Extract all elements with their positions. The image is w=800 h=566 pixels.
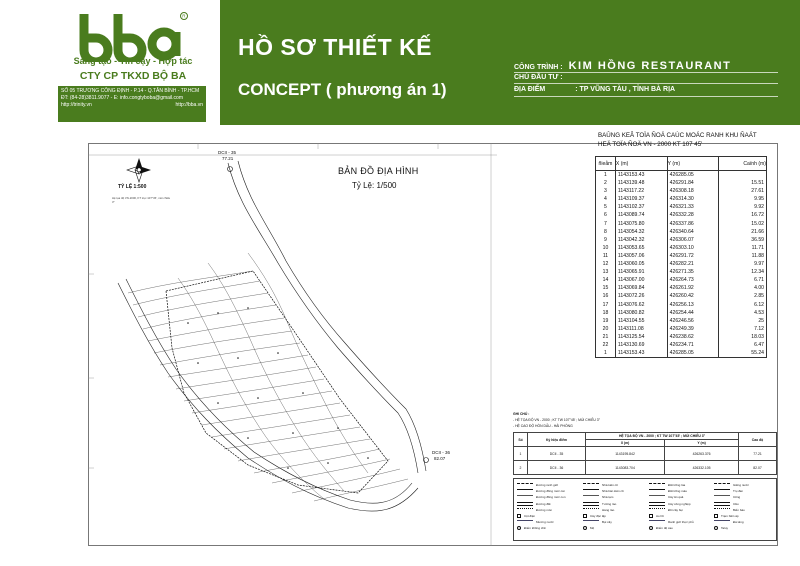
coord-table-row [596, 203, 767, 211]
page-subtitle: CONCEPT ( phương án 1) [238, 80, 447, 99]
legend-label: Cống [733, 495, 741, 500]
coord-table-row [596, 341, 767, 349]
cell-length: 21.66 [719, 228, 767, 236]
legend-symbol-icon [714, 508, 730, 512]
cell-length: 4.00 [719, 284, 767, 292]
cell-point: 10 [596, 244, 616, 252]
cell-length: 6.12 [719, 301, 767, 309]
legend-label: Điểm độ cao [656, 526, 673, 531]
cell-point: 6 [596, 211, 616, 219]
legend-column-4 [714, 482, 778, 532]
ctrl-col-name: Ký hiệu điểm [528, 433, 586, 447]
cell-length: 9.97 [719, 260, 767, 268]
cell-y: 426291.72 [667, 252, 719, 260]
legend-label: Hàng rào [602, 507, 615, 512]
header-banner [220, 0, 800, 125]
ctrl-cell-y: 426263.376 [665, 447, 739, 461]
cell-y: 426340.64 [667, 228, 719, 236]
control-point-bottom-elev: 82.07 [434, 456, 446, 461]
cell-y: 426332.28 [667, 211, 719, 219]
legend-symbol-icon [517, 502, 533, 506]
ctrl-cell-no: 2 [514, 461, 528, 475]
legend-label: Cầu [733, 501, 739, 506]
cell-x: 1143111.08 [615, 325, 667, 333]
cell-point: 1 [596, 349, 616, 358]
legend-column-3 [649, 482, 713, 532]
legend-symbol-icon [517, 508, 533, 512]
cell-point: 14 [596, 276, 616, 284]
cell-point: 4 [596, 195, 616, 203]
legend-symbol-icon [649, 508, 665, 512]
cell-length: 36.59 [719, 236, 767, 244]
legend-symbol-icon [649, 495, 665, 499]
coord-table-row [596, 179, 767, 187]
legend-label: Giếng nước [733, 483, 749, 488]
map-scale: Tỷ Lệ: 1/500 [352, 181, 397, 190]
cell-y: 426285.05 [667, 171, 719, 180]
legend-label: Đường đất [536, 501, 551, 506]
cell-point: 21 [596, 333, 616, 341]
cell-y: 426260.42 [667, 292, 719, 300]
notes-block [513, 411, 600, 429]
control-point-top-elev: 77.21 [222, 156, 234, 161]
cell-x: 1143065.91 [615, 268, 667, 276]
legend-symbol-icon [517, 483, 533, 487]
logo-block [0, 0, 220, 125]
coord-table-row [596, 252, 767, 260]
cell-y: 426264.73 [667, 276, 719, 284]
cell-x: 1143109.37 [615, 195, 667, 203]
cell-point: 8 [596, 228, 616, 236]
legend-label: Đất trồng lúa [668, 483, 686, 488]
cell-x: 1143117.22 [615, 187, 667, 195]
scale-note: Hệ tọa độ VN-2000, KT trục 107°45', múi chiếu 3° [112, 196, 171, 204]
legend-symbol-icon [583, 495, 599, 499]
cell-length: 2.85 [719, 292, 767, 300]
legend-label: Đường ranh giới [536, 483, 559, 488]
cell-point: 12 [596, 260, 616, 268]
cell-y: 426306.07 [667, 236, 719, 244]
legend-item [517, 525, 581, 531]
legend-symbol-icon [583, 526, 587, 530]
legend-label: Đường đồng mức cái [536, 489, 565, 494]
small-scale-label: TỶ LỆ 1:500 [118, 184, 147, 190]
cell-length: 11.88 [719, 252, 767, 260]
cell-point: 19 [596, 317, 616, 325]
cell-point: 17 [596, 301, 616, 309]
cell-point: 3 [596, 187, 616, 195]
legend-symbol-icon [714, 520, 730, 524]
legend-symbol-icon [649, 489, 665, 493]
project-line [514, 60, 731, 72]
company-address: SỐ 05 TRƯƠNG CÔNG ĐỊNH - P.14 - Q.TÂN BÌNH - TP.HCM [61, 88, 200, 94]
legend-label: Cây độc lập [590, 514, 606, 519]
coord-table-subtitle: HEÄ TOÏA ÑOÄ VN - 2000 KT 107 45' [598, 141, 703, 148]
svg-text:R: R [182, 13, 186, 19]
cell-y: 426234.71 [667, 341, 719, 349]
cell-y: 426271.35 [667, 268, 719, 276]
cell-length: 9.95 [719, 195, 767, 203]
cell-y: 426285.05 [667, 349, 719, 358]
ctrl-cell-name: DCII - 35 [528, 447, 586, 461]
location-line [514, 86, 675, 93]
cell-x: 1143057.06 [615, 252, 667, 260]
cell-x: 1143054.32 [615, 228, 667, 236]
info-divider-1 [514, 72, 778, 73]
cell-y: 426261.92 [667, 284, 719, 292]
project-value: KIM HỒNG RESTAURANT [568, 60, 732, 72]
coord-table-row [596, 333, 767, 341]
coord-table-row [596, 309, 767, 317]
legend-label: Taluy [721, 526, 729, 531]
cell-length: 15.02 [719, 220, 767, 228]
coord-table-row [596, 325, 767, 333]
company-websites [61, 102, 203, 109]
legend-symbol-icon [583, 489, 599, 493]
cell-length: 55.24 [719, 349, 767, 358]
ctrl-cell-x: 1143083.704 [586, 461, 665, 475]
info-divider-2 [514, 83, 778, 84]
legend-symbol-icon [714, 489, 730, 493]
ctrl-cell-no: 1 [514, 447, 528, 461]
col-point: ñieåm [596, 157, 616, 171]
legend-label: Trạm biến áp [721, 514, 739, 519]
legend-symbol-icon [714, 526, 718, 530]
legend-symbol-icon [583, 514, 587, 518]
cell-length: 7.12 [719, 325, 767, 333]
cell-y: 426308.18 [667, 187, 719, 195]
legend-label: Ranh giới thực phủ [668, 520, 694, 525]
coord-table-row [596, 236, 767, 244]
legend-item [714, 525, 778, 531]
cell-y: 426303.10 [667, 244, 719, 252]
coord-table-row [596, 284, 767, 292]
cell-length: 4.53 [719, 309, 767, 317]
cell-length: 18.03 [719, 333, 767, 341]
cell-x: 1143042.32 [615, 236, 667, 244]
control-point-table [513, 432, 777, 475]
cell-x: 1143076.62 [615, 301, 667, 309]
legend-column-2 [583, 482, 647, 532]
legend-symbol-icon [583, 520, 599, 524]
cell-x: 1143080.82 [615, 309, 667, 317]
cell-y: 426321.33 [667, 203, 719, 211]
legend-symbol-icon [714, 483, 730, 487]
cell-y: 426282.21 [667, 260, 719, 268]
logo-tagline: Sáng tạo - Tin cậy - Hợp tác [73, 56, 193, 66]
legend-label: Tường rào [602, 501, 617, 506]
cell-point: 2 [596, 179, 616, 187]
page-title: HỒ SƠ THIẾT KẾ [238, 34, 433, 60]
cell-point: 5 [596, 203, 616, 211]
cell-point: 22 [596, 341, 616, 349]
coord-table-row [596, 276, 767, 284]
cell-point: 15 [596, 284, 616, 292]
legend-symbol-icon [649, 502, 665, 506]
legend-label: Đường mòn [536, 507, 553, 512]
location-label: ĐỊA ĐIỂM [514, 86, 546, 93]
website-link-2[interactable]: http://bba.vn [175, 102, 203, 108]
coord-table-row [596, 171, 767, 180]
legend-label: Ao hồ [656, 514, 664, 519]
cell-length: 6.47 [719, 341, 767, 349]
cell-point: 7 [596, 220, 616, 228]
coord-table-row [596, 301, 767, 309]
coordinate-table [595, 156, 767, 358]
legend-column-1 [517, 482, 581, 532]
legend-label: Đường đồng mức con [536, 495, 566, 500]
coord-table-row [596, 317, 767, 325]
legend-symbol-icon [714, 514, 718, 518]
project-label: CÔNG TRÌNH : [514, 64, 563, 71]
ctrl-col-h: Cao độ [739, 433, 777, 447]
legend-label: Đá tảng [733, 520, 744, 525]
ctrl-cell-name: DCII - 36 [528, 461, 586, 475]
legend-symbol-icon [517, 495, 533, 499]
control-point-bottom-name: DCII - 36 [432, 450, 451, 455]
cell-point: 20 [596, 325, 616, 333]
legend-label: Cây ăn quả [668, 495, 684, 500]
legend-symbol-icon [517, 526, 521, 530]
legend-item [649, 525, 713, 531]
coord-table-row [596, 268, 767, 276]
contact-box [58, 86, 206, 122]
legend-label: Mộ [590, 526, 595, 531]
legend-label: Mương nước [536, 520, 554, 525]
coord-table-row [596, 292, 767, 300]
coord-table-row [596, 187, 767, 195]
legend-label: Bụi cây [602, 520, 612, 525]
legend-symbol-icon [517, 520, 533, 524]
cell-length: 6.71 [719, 276, 767, 284]
cell-x: 1143053.65 [615, 244, 667, 252]
map-legend [513, 478, 777, 541]
legend-symbol-icon [583, 483, 599, 487]
owner-label: CHỦ ĐẦU TƯ : [514, 74, 563, 81]
legend-symbol-icon [649, 526, 653, 530]
map-title: BẢN ĐỒ ĐỊA HÌNH [338, 166, 419, 176]
cell-length [719, 171, 767, 180]
ctrl-cell-y: 426332.105 [665, 461, 739, 475]
legend-label: Cột điện [524, 514, 536, 519]
legend-symbol-icon [583, 508, 599, 512]
legend-symbol-icon [649, 520, 665, 524]
cell-x: 1143102.37 [615, 203, 667, 211]
location-value: : TP VŨNG TÀU , TỈNH BÀ RỊA [575, 86, 676, 93]
legend-symbol-icon [517, 489, 533, 493]
legend-symbol-icon [583, 502, 599, 506]
legend-item [583, 525, 647, 531]
cell-x: 1143089.74 [615, 211, 667, 219]
cell-length: 9.92 [719, 203, 767, 211]
cell-y: 426249.39 [667, 325, 719, 333]
cell-y: 426337.86 [667, 220, 719, 228]
legend-symbol-icon [517, 514, 521, 518]
cell-length: 12.34 [719, 268, 767, 276]
info-divider-3 [514, 96, 778, 97]
north-arrow-icon [126, 157, 152, 183]
cell-x: 1143125.54 [615, 333, 667, 341]
legend-label: Biển báo [733, 507, 745, 512]
notes-line-2: - HỆ CAO ĐỘ HÒN DẤU - HẢI PHÒNG [513, 424, 573, 428]
legend-label: Nhà tạm [602, 495, 614, 500]
ctrl-cell-h: 82.07 [739, 461, 777, 475]
coord-table-row [596, 220, 767, 228]
coord-table-header [596, 157, 767, 171]
company-name: CTY CP TKXD BỘ BA [79, 70, 187, 82]
coord-table-row [596, 260, 767, 268]
cell-y: 426246.56 [667, 317, 719, 325]
cell-y: 426238.62 [667, 333, 719, 341]
cell-x: 1143153.43 [615, 171, 667, 180]
cell-y: 426291.84 [667, 179, 719, 187]
cell-point: 11 [596, 252, 616, 260]
cell-y: 426254.44 [667, 309, 719, 317]
coord-table-row [596, 228, 767, 236]
coord-table-row [596, 211, 767, 219]
cell-point: 18 [596, 309, 616, 317]
ctrl-col-x: X (m) [586, 440, 665, 447]
coord-table-row [596, 244, 767, 252]
cell-x: 1143075.80 [615, 220, 667, 228]
cell-length: 25 [719, 317, 767, 325]
cell-length: 16.72 [719, 211, 767, 219]
control-table-row [514, 447, 777, 461]
cell-x: 1143069.84 [615, 284, 667, 292]
cell-length: 11.71 [719, 244, 767, 252]
bba-logo-icon [78, 10, 188, 62]
legend-label: Điểm khống chế [524, 526, 546, 531]
ctrl-col-no: Số [514, 433, 528, 447]
ctrl-cell-x: 1143195.842 [586, 447, 665, 461]
col-x: X (m) [615, 157, 667, 171]
legend-symbol-icon [714, 495, 730, 499]
cell-y: 426314.30 [667, 195, 719, 203]
company-phone-email: ĐT: (84-28)3811.9077 - E: info.congtyboba@gmail.com [61, 95, 183, 101]
cell-point: 13 [596, 268, 616, 276]
cell-point: 1 [596, 171, 616, 180]
col-y: Y (m) [667, 157, 719, 171]
legend-label: Nhà kiên cố [602, 483, 618, 488]
legend-symbol-icon [649, 514, 653, 518]
control-table-row [514, 461, 777, 475]
legend-symbol-icon [714, 502, 730, 506]
cell-x: 1143060.05 [615, 260, 667, 268]
cell-point: 9 [596, 236, 616, 244]
legend-label: Nhà bán kiên cố [602, 489, 624, 494]
ctrl-col-y: Y (m) [665, 440, 739, 447]
legend-symbol-icon [649, 483, 665, 487]
coord-table-row [596, 195, 767, 203]
cell-length: 15.51 [719, 179, 767, 187]
legend-label: Cây công nghiệp [668, 501, 691, 506]
notes-line-1: - HỆ TỌA ĐỘ VN - 2000 ; KT TW 107°45' ; MÚI CHIẾU 3° [513, 418, 601, 422]
cell-x: 1143072.26 [615, 292, 667, 300]
col-length: Caïnh (m) [719, 157, 767, 171]
notes-title: GHI CHÚ : [513, 412, 530, 416]
control-point-top-name: DCII - 35 [218, 150, 237, 155]
cell-x: 1143104.55 [615, 317, 667, 325]
cell-x: 1143139.48 [615, 179, 667, 187]
cell-y: 426256.13 [667, 301, 719, 309]
legend-label: Đất trồng màu [668, 489, 688, 494]
coord-table-row [596, 349, 767, 358]
legend-label: Trụ đèn [733, 489, 744, 494]
ctrl-cell-h: 77.21 [739, 447, 777, 461]
website-link-1[interactable]: http://trinity.vn [61, 102, 92, 108]
cell-x: 1143153.43 [615, 349, 667, 358]
legend-label: Đồi cây bụi [668, 507, 683, 512]
ctrl-col-coord-group: HỆ TỌA ĐỘ VN - 2000 ; KT TW 107°45' ; MÚI CHIẾU 3° [586, 433, 739, 440]
coord-table-title: BAÛNG KEÂ TOÏA ÑOÄ CAÙC MOÁC RANH KHU ÑAÁT [598, 132, 757, 139]
cell-length: 27.61 [719, 187, 767, 195]
cell-point: 16 [596, 292, 616, 300]
cell-x: 1143067.00 [615, 276, 667, 284]
owner-line [514, 74, 563, 81]
cell-x: 1143130.69 [615, 341, 667, 349]
